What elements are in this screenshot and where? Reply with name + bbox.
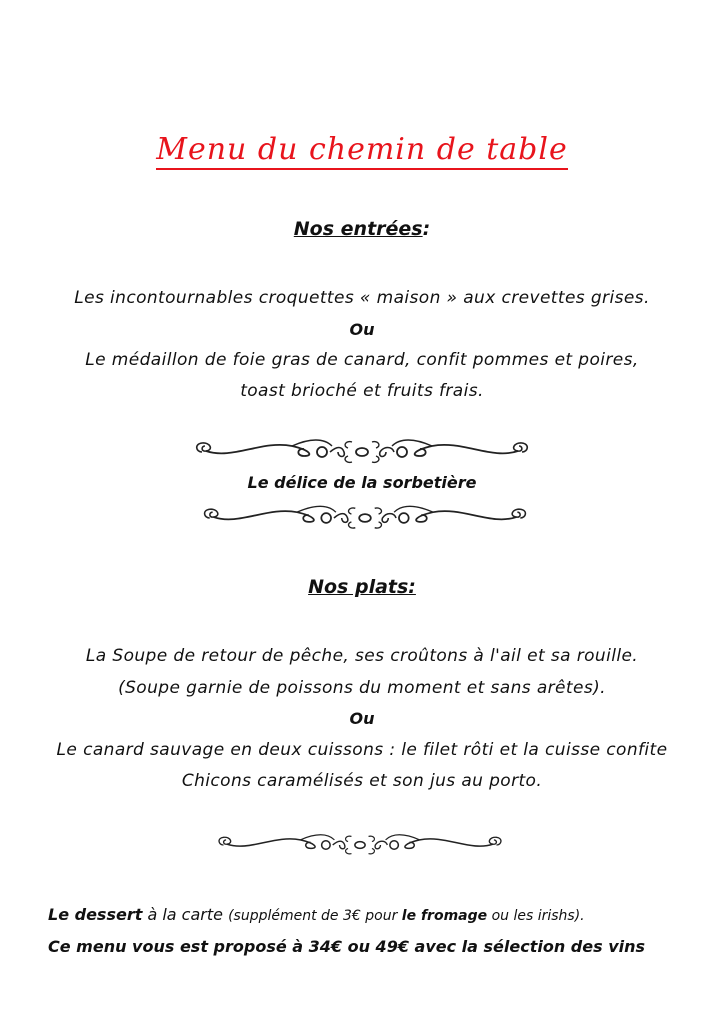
plats-heading [0,576,724,598]
menu-title [0,132,724,167]
plat-or: Ou [349,709,375,728]
supplement-pre: (supplément de 3€ pour [228,908,402,924]
ornament-divider-2 [200,502,530,534]
plat-canard-line1: Le canard sauvage en deux cuissons : le filet rôti et la cuisse confite [56,740,668,760]
plats-heading-text: Nos plats: [308,576,416,598]
entree-foie-gras-line1: Le médaillon de foie gras de canard, confit pommes et poires, [85,350,639,370]
menu-title-text: Menu du chemin de table [156,132,567,170]
entree-croquettes: Les incontournables croquettes « maison » aux crevettes grises. [74,288,650,308]
plat-soupe-line2: (Soupe garnie de poissons du moment et sans arêtes). [118,678,606,698]
dessert-text: à la carte [142,905,229,924]
entree-foie-gras-line2: toast brioché et fruits frais. [240,381,484,401]
sorbet-course: Le délice de la sorbetière [247,473,477,492]
ornament-divider-3 [215,830,505,860]
dessert-line [48,905,585,924]
entrees-heading [0,218,724,240]
plat-canard-line2: Chicons caramélisés et son jus au porto. [181,771,543,791]
dessert-label: Le dessert [48,905,143,924]
entree-or: Ou [349,320,375,339]
entrees-heading-colon: : [422,218,431,240]
supplement-post: ou les irishs). [487,908,585,924]
ornament-divider-1 [192,436,532,468]
supplement-fromage: le fromage [401,908,488,924]
price-line: Ce menu vous est proposé à 34€ ou 49€ avec la sélection des vins [48,937,646,956]
plat-soupe-line1: La Soupe de retour de pêche, ses croûtons à l'ail et sa rouille. [85,646,639,666]
entrees-heading-text: Nos entrées [293,218,423,240]
